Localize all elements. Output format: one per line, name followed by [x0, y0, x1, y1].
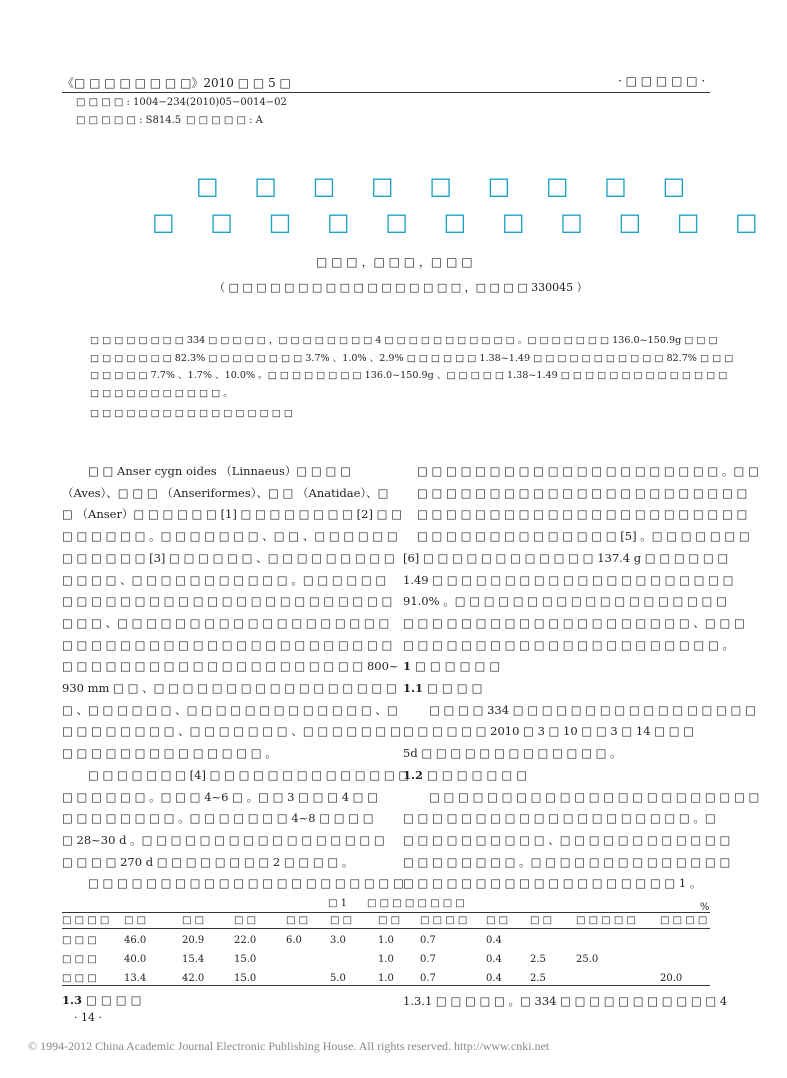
- table-cell: 20.9: [182, 935, 205, 946]
- subsection-heading: 1.3 □ □ □ □: [62, 993, 142, 1007]
- table-cell: 25.0: [576, 954, 599, 965]
- abstract-line: □ □ □ □ □ □ □ □ □ □ □ 。: [90, 387, 233, 399]
- table-cell: 1.0: [378, 973, 394, 984]
- table-header-cell: □ □: [182, 915, 205, 926]
- right-column: [403, 461, 759, 895]
- table-cell: 15.4: [182, 954, 205, 965]
- table-cell: [286, 950, 330, 969]
- table-cell: 15.0: [234, 954, 257, 965]
- table-unit: %: [700, 902, 710, 913]
- title-line-2: □ □ □ □ □ □ □ □ □ □ □: [152, 208, 772, 236]
- subsection-heading: 1.1 □ □ □ □: [403, 681, 483, 696]
- table-header-cell: □ □ □ □: [420, 915, 468, 926]
- body-line: □ □ □ □ □ □ □ □ □ □ 、□ □ □ □ □ □ □ □ □ □ □ □: [403, 832, 731, 847]
- abstract-line: □ □ □ □ □ □ □ □ 334 □ □ □ □ □ ，□ □ □ □ □ □ □ □ 4 □ □ □ □ □ □ □ □ □ □ □ 。□ □ □ □ □ □ □ 136.0~150.9g □ □ □: [90, 335, 718, 346]
- feed-table: [62, 913, 710, 988]
- table-header-cell: □ □: [234, 915, 257, 926]
- body-line: 5d □ □ □ □ □ □ □ □ □ □ □ □ □ 。: [403, 746, 622, 761]
- body-line: （Aves）、□ □ □ （Anseriformes）、□ □ （Anatidae）、□: [62, 485, 389, 500]
- subsubsection-line: 1.3.1 □ □ □ □ □ 。□ 334 □ □ □ □ □ □ □ □ □ □ □ 4: [403, 994, 728, 1008]
- body-line: □ □ □ □ □ □ □ [4] □ □ □ □ □ □ □ □ □ □ □ □ □ □: [88, 767, 410, 782]
- table-cell: 6.0: [286, 935, 302, 946]
- body-line: □ □ □ □ 334 □ □ □ □ □ □ □ □ □ □ □ □ □ □ □ □ □: [429, 702, 756, 717]
- table-cell: 5.0: [330, 973, 346, 984]
- affiliation: （ □ □ □ □ □ □ □ □ □ □ □ □ □ □ □ □ □ ，□ □ □ □ 330045 ）: [214, 281, 588, 294]
- table-cell: 2.5: [530, 954, 546, 965]
- table-cell: 15.0: [234, 973, 257, 984]
- body-line: □ □ □ □ □ □ □ □ 。□ □ □ □ □ □ □ □ □ □ □ □ □ □: [403, 854, 731, 869]
- body-line: □ □ □ □ □ □ □ □ □ □ □ □ □ □ □ □ □ □ □ □ □ □ □: [417, 507, 748, 522]
- left-column: [62, 461, 409, 895]
- subsection-heading: 1.2 □ □ □ □ □ □ □: [403, 767, 528, 782]
- table-header-cell: □ □ □ □: [62, 915, 110, 926]
- table-cell: □ □ □: [62, 954, 97, 965]
- keywords: □ □ □ □ □ □ □ □ □ □ □ □ □ □ □ □ □: [90, 408, 293, 419]
- authors: □ □ □ ，□ □ □ ，□ □ □: [316, 255, 473, 269]
- body-line: □ □ □ □ □ □ □ □ □ □ □ □ □ □ 。: [62, 746, 277, 761]
- body-line: □ □ □ □ □ □ □ □ □ □ □ □ □ □ □ □ □ □ □ □ □ □ 。: [403, 637, 734, 652]
- table-cell: 22.0: [234, 935, 257, 946]
- table-header-cell: □ □: [124, 915, 147, 926]
- body-line: [6] □ □ □ □ □ □ □ □ □ □ □ □ 137.4 g □ □ □ □ □ □: [403, 550, 729, 565]
- table-cell: [530, 931, 576, 950]
- body-line: 930 mm □ □ 、□ □ □ □ □ □ □ □ □ □ □ □ □ □ □ □ □: [62, 681, 397, 696]
- table-cell: 46.0: [124, 935, 147, 946]
- table-cell: [286, 969, 330, 988]
- body-line: □ 28~30 d 。□ □ □ □ □ □ □ □ □ □ □ □ □ □ □ □ □: [62, 832, 385, 847]
- body-line: □ （Anser）□ □ □ □ □ □ [1] □ □ □ □ □ □ □ □ [2] □ □: [62, 507, 403, 522]
- body-line: □ □ □ □ □ □ □ □ □ □ □ □ □ □ □ □ □ □ □ 1 。: [403, 876, 702, 891]
- body-line: □ □ □ □ □ □ [3] □ □ □ □ □ □ 、□ □ □ □ □ □ □ □ □: [62, 550, 395, 565]
- table-cell: 3.0: [330, 935, 346, 946]
- table-header-cell: □ □: [330, 915, 353, 926]
- abstract: [90, 332, 733, 402]
- body-line: □ □ □ □ □ □ 。□ □ □ □ □ □ □ 、□ □ 、□ □ □ □ □ □: [62, 529, 398, 544]
- title-line-1: □ □ □ □ □ □ □ □ □: [196, 172, 700, 200]
- column-header: · □ □ □ □ □ ·: [618, 74, 706, 88]
- table-cell: [576, 969, 660, 988]
- table-header-row: [62, 913, 710, 928]
- table-cell: 0.4: [486, 954, 502, 965]
- table-cell: 0.7: [420, 973, 436, 984]
- table-cell: [660, 950, 710, 969]
- table-header-cell: □ □ □ □ □: [576, 915, 636, 926]
- table-cell: □ □ □: [62, 973, 97, 984]
- table-cell: 0.4: [486, 973, 502, 984]
- body-line: □ □ □ □ □ □ □ □ □ □ □ □ □ □ [5] 。□ □ □ □ □ □ □: [417, 529, 750, 544]
- section-heading: 1 □ □ □ □ □ □: [403, 659, 501, 674]
- table-header-cell: □ □: [286, 915, 309, 926]
- body-line: □ □ □ □ □ □ □ □ 。□ □ □ □ □ □ □ 4~8 □ □ □ □: [62, 811, 374, 826]
- page-number: · 14 ·: [74, 1011, 102, 1024]
- document-code: □ □ □ □ □ : A: [186, 115, 263, 126]
- table-header-cell: □ □: [486, 915, 509, 926]
- body-line: □ □ Anser cygn oides （Linnaeus）□ □ □ □: [88, 464, 351, 478]
- table-cell: 13.4: [124, 973, 147, 984]
- body-line: □ □ □ □ □ □ 2010 □ 3 □ 10 □ □ 3 □ 14 □ □ □: [403, 724, 695, 739]
- classification-number: □ □ □ □ □ : S814.5: [76, 115, 182, 126]
- table-row: [62, 969, 710, 988]
- table-cell: 20.0: [660, 973, 683, 984]
- body-line: □ □ □ □ □ □ 。□ □ □ 4~6 □ 。□ □ 3 □ □ □ 4 □ □: [62, 789, 379, 804]
- table-cell: [660, 931, 710, 950]
- body-line: □ □ □ □ □ □ □ □ □ □ □ □ □ □ □ □ □ □ □ □ □ □ □: [62, 637, 393, 652]
- abstract-line: □ □ □ □ □ 7.7% 、1.7% 、10.0% 。□ □ □ □ □ □ □ □ 136.0~150.9g 、□ □ □ □ □ 1.38~1.49 □ □ □ □ □ □ □ □ □ □ □ □ □ □: [90, 370, 728, 381]
- table-header-cell: □ □: [530, 915, 553, 926]
- body-line: □ □ □ □ □ □ □ □ □ □ □ □ □ □ □ □ □ □ □ □ 、□ □ □: [403, 615, 745, 630]
- body-line: □ □ □ □ □ □ □ □ □ □ □ □ □ □ □ □ □ □ □ □ □ □ □: [429, 789, 760, 804]
- table-row: [62, 931, 710, 950]
- copyright-footer: © 1994-2012 China Academic Journal Electronic Publishing House. All rights reserved. http://www.cnki.net: [28, 1039, 550, 1053]
- table-cell: 1.0: [378, 954, 394, 965]
- table-cell: 42.0: [182, 973, 205, 984]
- table-cell: 0.7: [420, 954, 436, 965]
- body-line: □ □ □ □ 270 d □ □ □ □ □ □ □ □ 2 □ □ □ □ 。: [62, 854, 354, 869]
- body-line: □ □ □ □ □ □ □ □ □ □ □ □ □ □ □ □ □ □ □ □ 。□: [403, 811, 716, 826]
- body-line: 91.0% 。□ □ □ □ □ □ □ □ □ □ □ □ □ □ □ □ □ □ □: [403, 594, 727, 609]
- header-rule: [62, 92, 710, 93]
- article-number: □ □ □ □ : 1004−234(2010)05−0014−02: [76, 97, 287, 108]
- body-line: □ □ □ □ □ □ □ □ □ □ □ □ □ □ □ □ □ □ □ □ □ □ □: [417, 485, 748, 500]
- body-line: □ □ □ □ □ □ □ □ □ □ □ □ □ □ □ □ □ □ □ □ □ 。□ □: [417, 464, 759, 478]
- body-line: 1.49 □ □ □ □ □ □ □ □ □ □ □ □ □ □ □ □ □ □ □ □ □: [403, 572, 734, 587]
- body-line: □ □ □ □ □ □ □ □ 、□ □ □ □ □ □ □ 、□ □ □ □ □ □ □: [62, 724, 401, 739]
- table-header-cell: □ □ □ □: [660, 915, 708, 926]
- body-line: □ □ □ □ □ □ □ □ □ □ □ □ □ □ □ □ □ □ □ □ □ □ □: [62, 594, 393, 609]
- body-line: □ □ □ □ □ □ □ □ □ □ □ □ □ □ □ □ □ □ □ □ □ 800~: [62, 659, 399, 674]
- table-caption: □ 1 □ □ □ □ □ □ □ □: [328, 898, 465, 909]
- table-cell: [330, 950, 378, 969]
- table-cell: 2.5: [530, 973, 546, 984]
- table-cell: □ □ □: [62, 935, 97, 946]
- table-cell: 0.7: [420, 935, 436, 946]
- body-line: □ □ □ □ □ □ □ □ □ □ □ □ □ □ □ □ □ □ □ □ □ □: [88, 876, 404, 891]
- table-cell: [576, 931, 660, 950]
- abstract-line: □ □ □ □ □ □ □ 82.3% □ □ □ □ □ □ □ □ 3.7% 、1.0% 、2.9% □ □ □ □ □ □ 1.38~1.49 □ □ □ □ □ □ □ □ □ □ □ 82.7% □ □ □: [90, 352, 734, 364]
- body-line: □ □ □ □ 、□ □ □ □ □ □ □ □ □ □ □ 。□ □ □ □ □ □: [62, 572, 387, 587]
- table-cell: 0.4: [486, 935, 502, 946]
- body-line: □ 、□ □ □ □ □ □ 、□ □ □ □ □ □ □ □ □ □ □ □ □ 、□: [62, 702, 398, 717]
- table-cell: 40.0: [124, 954, 147, 965]
- table-row: [62, 950, 710, 969]
- table-cell: 1.0: [378, 935, 394, 946]
- body-line: □ □ □ 、□ □ □ □ □ □ □ □ □ □ □ □ □ □ □ □ □ □ □: [62, 615, 390, 630]
- table-header-cell: □ □: [378, 915, 401, 926]
- journal-header: 《□ □ □ □ □ □ □ □》2010 □ □ 5 □: [62, 76, 291, 90]
